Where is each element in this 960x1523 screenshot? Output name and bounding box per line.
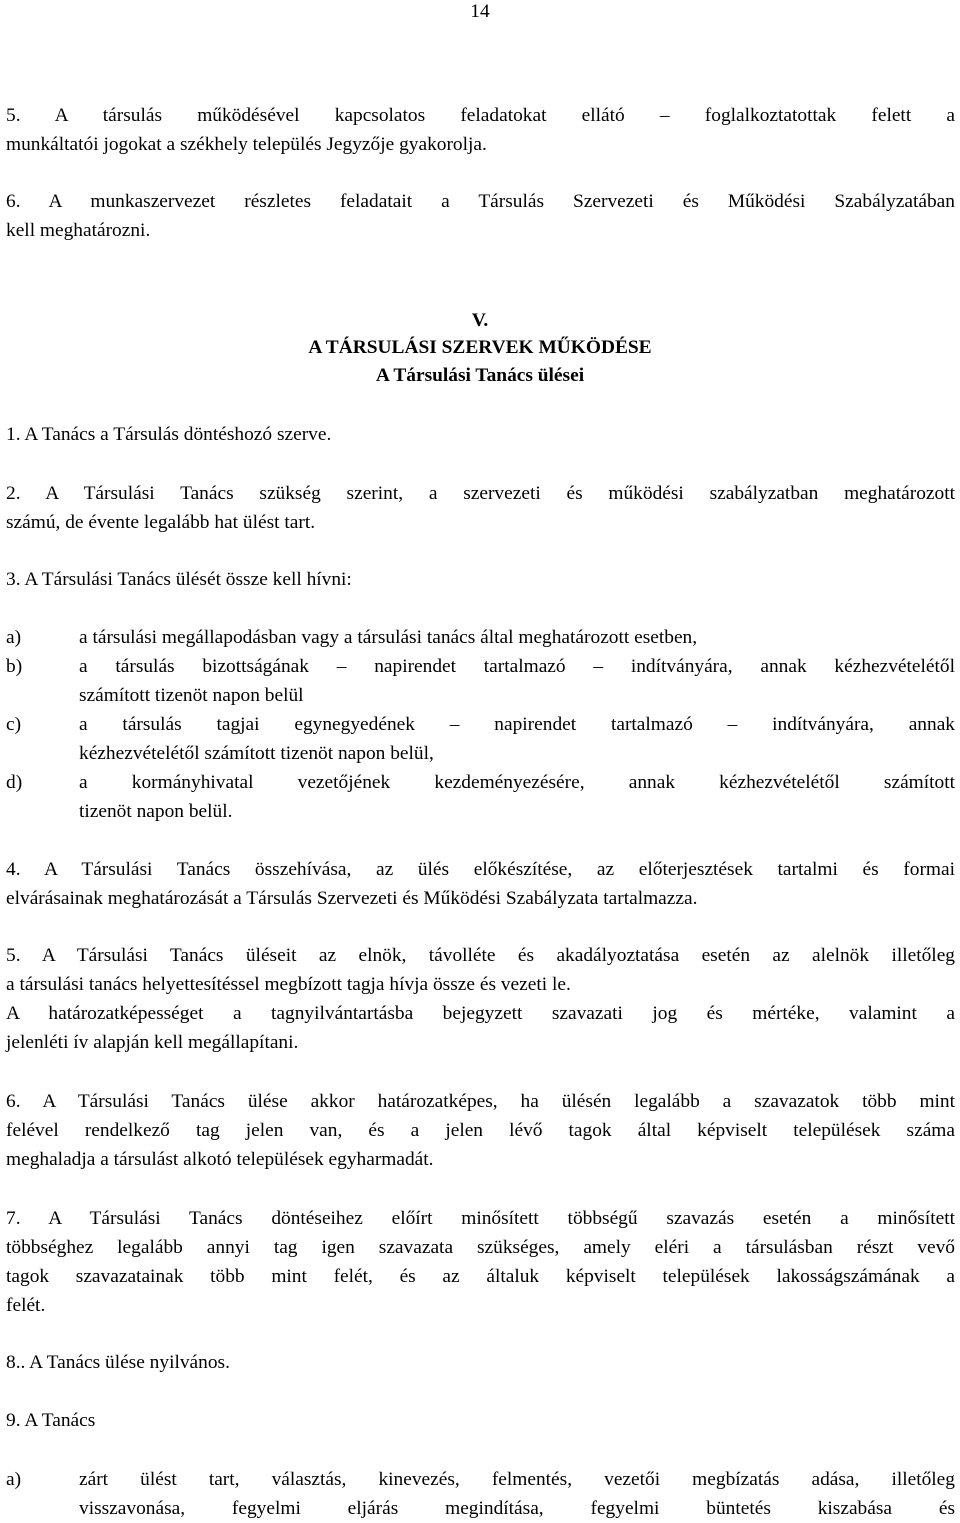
- list-item: [6, 768, 955, 826]
- text-line: számú, de évente legalább hat ülést tart.: [6, 512, 316, 533]
- paragraph-7: [6, 1204, 955, 1320]
- text-line: a társulás tagjai egynegyedének – napirendet tartalmazó – indítványára, annak: [79, 714, 955, 735]
- paragraph-5: [6, 941, 955, 1057]
- text-line: tagok szavazatainak több mint felét, és az általuk képviselt települések lakosságszámának a: [6, 1266, 955, 1287]
- list-item: [6, 652, 955, 710]
- list-item-label: a): [6, 627, 22, 648]
- text-line: tizenöt napon belül.: [79, 801, 233, 822]
- chapter-number: V.: [471, 310, 489, 331]
- text-line: A határozatképességet a tagnyilvántartásba bejegyzett szavazati jog és mértéke, valamint a: [6, 1003, 955, 1024]
- list-item-label: b): [6, 656, 23, 677]
- list-item: [6, 710, 955, 768]
- paragraph-1: [6, 420, 955, 449]
- paragraph-3: [6, 565, 955, 594]
- list-item: [6, 1465, 955, 1523]
- text-line: 1. A Tanács a Társulás döntéshozó szerve.: [6, 424, 332, 445]
- chapter-title: A TÁRSULÁSI SZERVEK MŰKÖDÉSE: [308, 337, 652, 358]
- text-line: 5. A társulás működésével kapcsolatos feladatokat ellátó – foglalkoztatottak felett a: [6, 105, 955, 126]
- text-line: a társulási megállapodásban vagy a társulási tanács által meghatározott esetben,: [79, 627, 698, 648]
- text-line: zárt ülést tart, választás, kinevezés, felmentés, vezetői megbízatás adása, illetőleg: [79, 1469, 955, 1490]
- text-line: a társulás bizottságának – napirendet tartalmazó – indítványára, annak kézhezvételétől: [79, 656, 955, 677]
- text-line: 8.. A Tanács ülése nyilvános.: [6, 1352, 230, 1373]
- text-line: felét.: [6, 1295, 46, 1316]
- list-item-label: a): [6, 1469, 22, 1490]
- paragraph-5-intro: [6, 101, 955, 159]
- text-line: 7. A Társulási Tanács döntéseihez előírt minősített többségű szavazás esetén a minősített: [6, 1208, 955, 1229]
- text-line: meghaladja a társulást alkotó települések egyharmadát.: [6, 1149, 434, 1170]
- text-line: kézhezvételétől számított tizenöt napon belül,: [79, 743, 434, 764]
- list-item-label: d): [6, 772, 23, 793]
- text-line: felével rendelkező tag jelen van, és a jelen lévő tagok által képviselt települések száma: [6, 1120, 955, 1141]
- text-line: visszavonása, fegyelmi eljárás megindítása, fegyelmi büntetés kiszabása és: [79, 1498, 955, 1519]
- text-line: 5. A Társulási Tanács üléseit az elnök, távolléte és akadályoztatása esetén az alelnök illetőleg: [6, 945, 955, 966]
- text-line: többséghez legalább annyi tag igen szavazata szükséges, amely eléri a társulásban részt vevő: [6, 1237, 955, 1258]
- chapter-subtitle: A Társulási Tanács ülései: [375, 365, 585, 386]
- text-line: 6. A munkaszervezet részletes feladatait a Társulás Szervezeti és Működési Szabályzatában: [6, 191, 955, 212]
- list-item-label: c): [6, 714, 22, 735]
- text-line: a kormányhivatal vezetőjének kezdeményezésére, annak kézhezvételétől számított: [79, 772, 955, 793]
- paragraph-4: [6, 855, 955, 913]
- paragraph-6: [6, 1087, 955, 1174]
- paragraph-8: [6, 1348, 955, 1377]
- page-number: 14: [470, 1, 490, 22]
- paragraph-2: [6, 479, 955, 537]
- text-line: 4. A Társulási Tanács összehívása, az ülés előkészítése, az előterjesztések tartalmi és formai: [6, 859, 955, 880]
- list-item: [6, 623, 955, 652]
- text-line: 9. A Tanács: [6, 1410, 96, 1431]
- text-line: munkáltatói jogokat a székhely település Jegyzője gyakorolja.: [6, 134, 487, 155]
- text-line: 3. A Társulási Tanács ülését össze kell hívni:: [6, 569, 352, 590]
- text-line: a társulási tanács helyettesítéssel megbízott tagja hívja össze és vezeti le.: [6, 974, 571, 995]
- paragraph-9: [6, 1406, 955, 1435]
- text-line: jelenléti ív alapján kell megállapítani.: [6, 1032, 299, 1053]
- text-line: elvárásainak meghatározását a Társulás Szervezeti és Működési Szabályzata tartalmazza.: [6, 888, 698, 909]
- text-line: számított tizenöt napon belül: [79, 685, 304, 706]
- paragraph-6-intro: [6, 187, 955, 245]
- text-line: 6. A Társulási Tanács ülése akkor határozatképes, ha ülésén legalább a szavazatok több mint: [6, 1091, 955, 1112]
- text-line: kell meghatározni.: [6, 220, 151, 241]
- text-line: 2. A Társulási Tanács szükség szerint, a szervezeti és működési szabályzatban meghatározott: [6, 483, 955, 504]
